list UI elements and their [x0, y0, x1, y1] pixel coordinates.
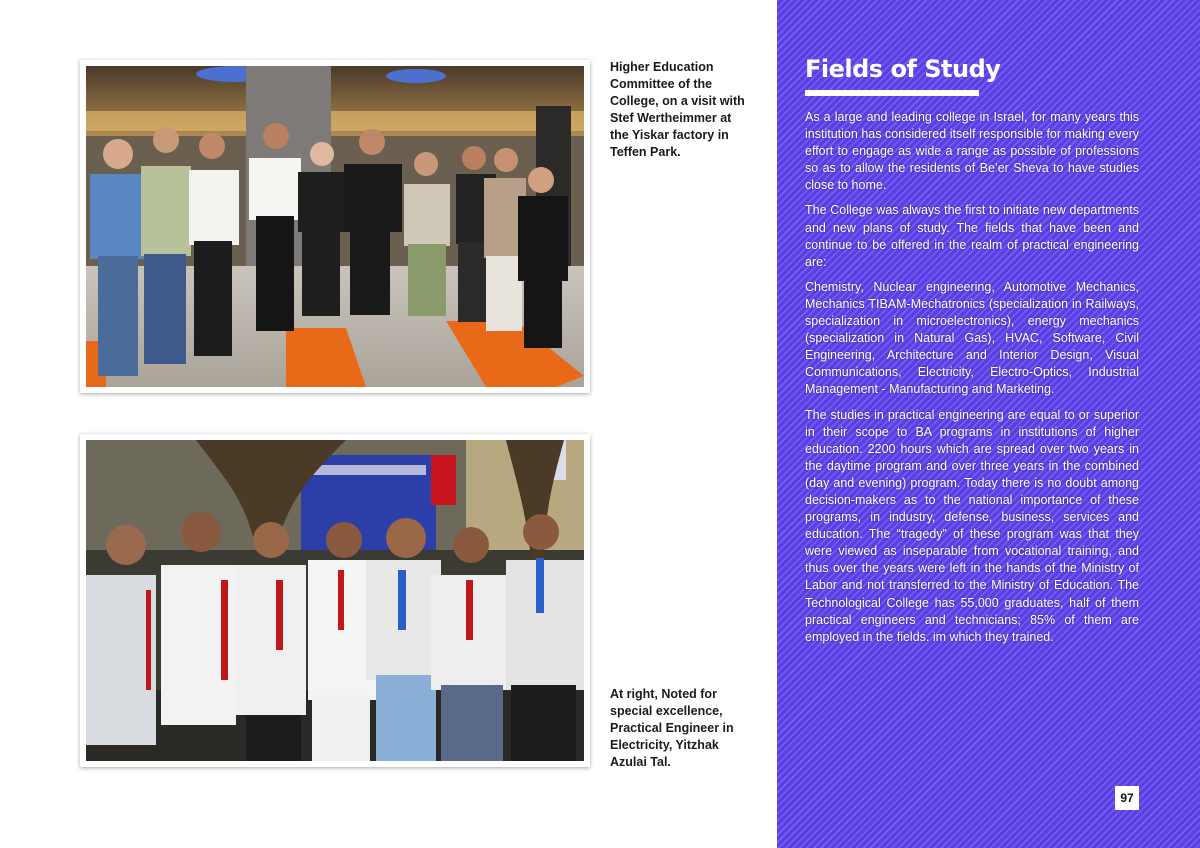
body-paragraph: As a large and leading college in Israel, for many years this institution has considered itself responsible for making every effort to engage as wide a range as possible of professions so as to allow the residents of Be’er Sheva to have studies close to home. — [805, 110, 1139, 193]
body-text — [805, 109, 1139, 654]
photo-committee-visit-image — [86, 66, 584, 387]
photo-excellence-image — [86, 440, 584, 761]
photo-excellence — [80, 434, 590, 767]
title-underline — [805, 90, 979, 96]
body-paragraph: The College was always the first to initiate new departments and new plans of study. The fields that have been and continue to be offered in the realm of practical engineering are: — [805, 203, 1139, 269]
photo-committee-visit — [80, 60, 590, 393]
section-title: Fields of Study — [805, 55, 1001, 83]
page-number: 97 — [1115, 786, 1139, 810]
body-paragraph: Chemistry, Nuclear engineering, Automotive Mechanics, Mechanics TIBAM-Mechatronics (specialization in Railways, specialization in microelectronics), energy mechanics (specialization in Natural Gas), HVAC, Software, Civil Engineering, Architecture and Interior Design, Visual Communications, Electricity, Electro-Optics, Industrial Management - Manufacturing and Marketing. — [805, 279, 1139, 397]
body-paragraph: The studies in practical engineering are equal to or superior in their scope to BA programs in institutions of higher education. 2200 hours which are spread over two years in the daytime program and over three years in the combined (day and evening) program. Today there is no doubt among decision-makers as to the national importance of these programs, in industry, defense, business, services and education. The “tragedy” of these program was that they were viewed as inseparable from vocational training, and thus over the years were left in the hands of the Ministry of Labor and not transferred to the Ministry of Education. The Technological College has 55,000 graduates, half of them practical engineers and technicians; 85% of them are employed in the fields. im which they trained. — [805, 407, 1139, 644]
photo-committee-visit-caption: Higher Education Committee of the College, on a visit with Stef Wertheimmer at the Yiskar factory in Teffen Park. — [610, 60, 745, 159]
photo-excellence-caption: At right, Noted for special excellence, Practical Engineer in Electricity, Yitzhak Azulai Tal. — [610, 687, 734, 769]
right-page — [777, 0, 1200, 848]
